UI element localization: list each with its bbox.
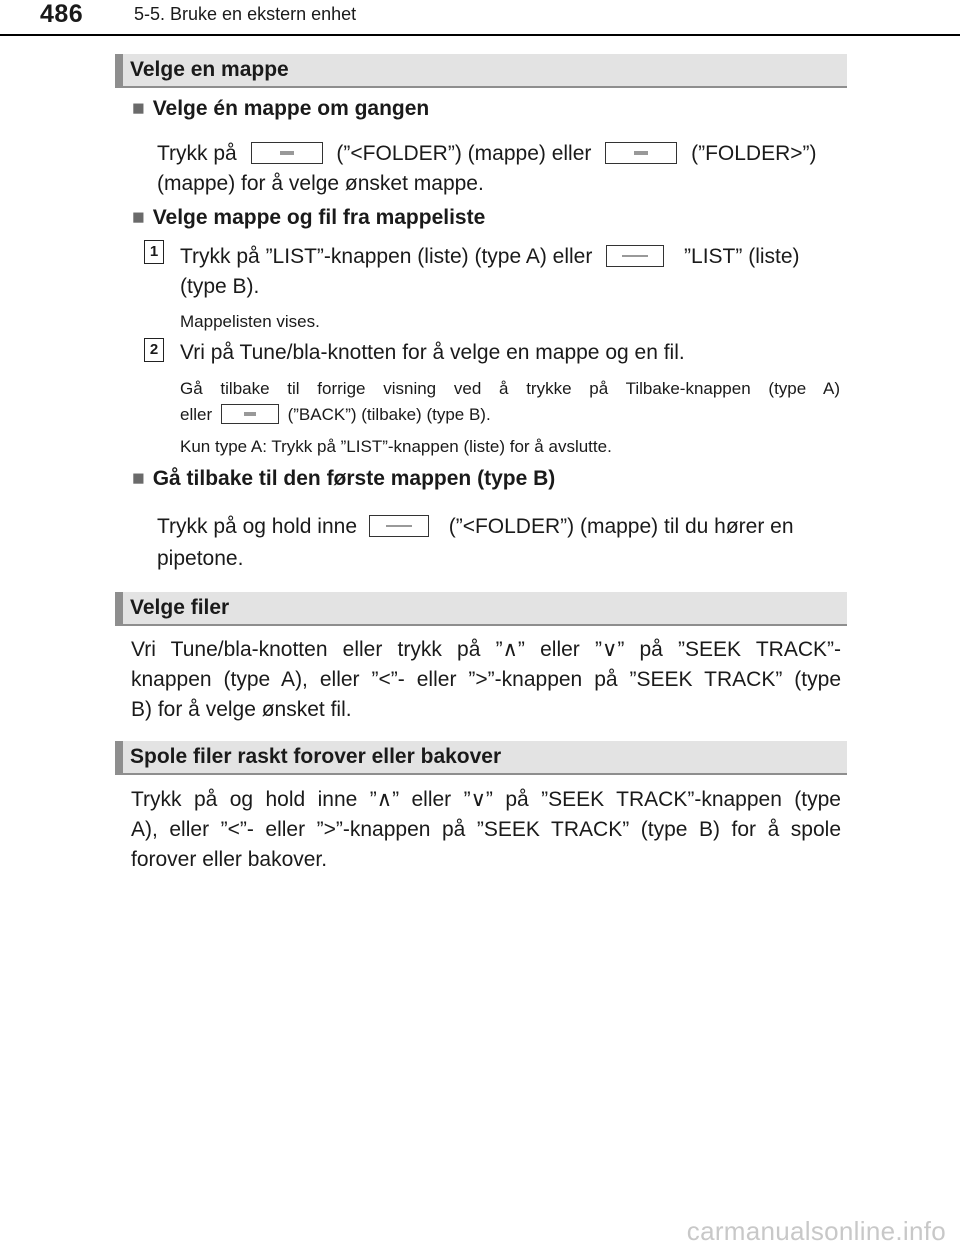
- subheading-first-folder: [132, 467, 555, 491]
- first-folder-line-1: [157, 512, 842, 542]
- spool-line-2: A), eller ”<”- eller ”>”-knappen på ”SEEK TRACK” (type B) for å spole: [131, 818, 841, 841]
- folder-prev-button-icon: [251, 142, 323, 164]
- step2-text: Vri på Tune/bla-knotten for å velge en mappe og en fil.: [180, 341, 685, 364]
- square-bullet-icon: ■: [132, 97, 145, 120]
- section-header-spool: [115, 741, 847, 775]
- section-title: Spole filer raskt forover eller bakover: [130, 745, 502, 768]
- text-segment: Trykk på og hold inne: [157, 515, 358, 538]
- list-button-icon: [606, 245, 664, 267]
- step2-note-1-line-2: [180, 402, 491, 428]
- subheading-text: Gå tilbake til den første mappen (type B): [152, 467, 556, 490]
- text-segment: eller: [180, 405, 213, 424]
- folder-next-button-icon: [605, 142, 677, 164]
- files-line-2: knappen (type A), eller ”<”- eller ”>”-knappen på ”SEEK TRACK” (type: [131, 668, 841, 691]
- subheading-text: Velge én mappe om gangen: [152, 97, 430, 120]
- step-number-2: 2: [144, 338, 164, 362]
- section-accent: [115, 54, 123, 86]
- files-line-3: B) for å velge ønsket fil.: [131, 698, 352, 721]
- section-accent: [115, 741, 123, 773]
- folder-instruction-line-1: [157, 139, 842, 169]
- files-line-1: Vri Tune/bla-knotten eller trykk på ”∧” eller ”∨” på ”SEEK TRACK”-: [131, 638, 841, 661]
- spool-line-1: Trykk på og hold inne ”∧” eller ”∨” på ”SEEK TRACK”-knappen (type: [131, 788, 841, 811]
- section-accent: [115, 592, 123, 624]
- text-segment: (”FOLDER>”): [691, 142, 817, 165]
- watermark: carmanualsonline.info: [686, 1216, 946, 1246]
- page-number: 486: [40, 0, 84, 28]
- subheading-folder-list: [132, 206, 485, 230]
- section-title: Velge filer: [130, 596, 230, 619]
- section-header-folder: [115, 54, 847, 88]
- subheading-one-folder: [132, 97, 429, 121]
- section-title: Velge en mappe: [130, 58, 289, 81]
- step1-note: Mappelisten vises.: [180, 312, 320, 331]
- square-bullet-icon: ■: [132, 467, 145, 490]
- step2-note-2: Kun type A: Trykk på ”LIST”-knappen (liste) for å avslutte.: [180, 437, 612, 456]
- folder-button-icon: [369, 515, 429, 537]
- folder-instruction-line-2: (mappe) for å velge ønsket mappe.: [157, 172, 484, 195]
- step2-note-1-line-1: Gå tilbake til forrige visning ved å trykke på Tilbake-knappen (type A): [180, 379, 840, 398]
- square-bullet-icon: ■: [132, 206, 145, 229]
- step-number-1: 1: [144, 240, 164, 264]
- first-folder-line-2: pipetone.: [157, 547, 244, 570]
- text-segment: Trykk på: [157, 142, 237, 165]
- spool-line-3: forover eller bakover.: [131, 848, 328, 871]
- section-header-files: [115, 592, 847, 626]
- text-segment: ”LIST” (liste): [684, 245, 800, 268]
- step1-line-2: (type B).: [180, 275, 260, 298]
- back-button-icon: [221, 404, 279, 424]
- header-divider: [0, 34, 960, 36]
- text-segment: (”BACK”) (tilbake) (type B).: [287, 405, 491, 424]
- text-segment: (”<FOLDER”) (mappe) til du hører en: [448, 515, 794, 538]
- text-segment: Trykk på ”LIST”-knappen (liste) (type A) eller: [180, 245, 593, 268]
- chapter-title: 5-5. Bruke en ekstern enhet: [134, 4, 357, 24]
- text-segment: (”<FOLDER”) (mappe) eller: [336, 142, 592, 165]
- step1-line-1: [180, 242, 842, 272]
- subheading-text: Velge mappe og fil fra mappeliste: [152, 206, 486, 229]
